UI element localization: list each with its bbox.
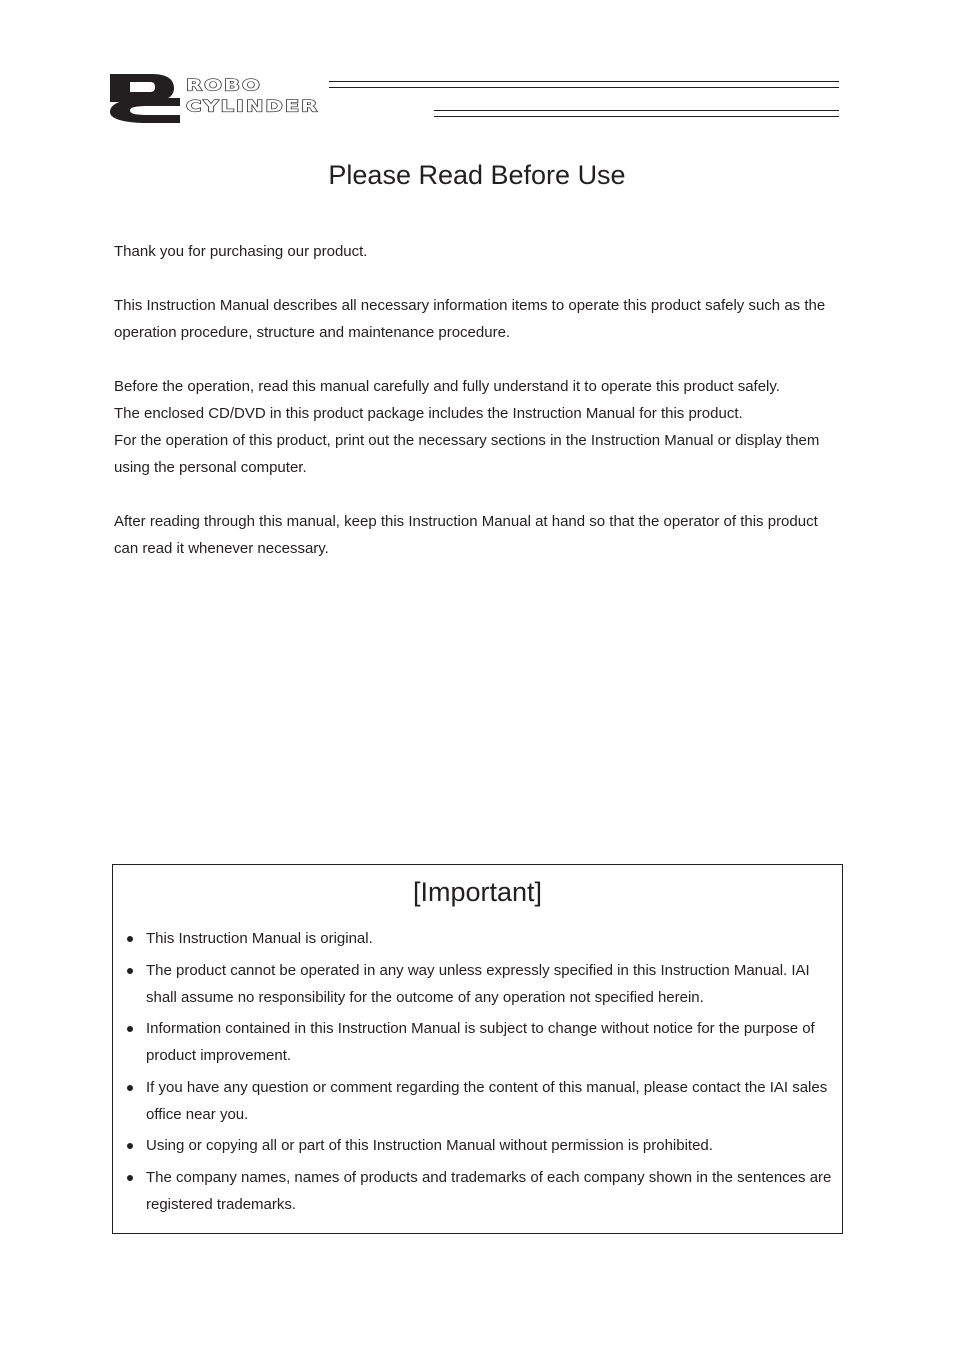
intro-enclosed-media: The enclosed CD/DVD in this product package includes the Instruction Manual for this product. [114,405,743,422]
important-item-text: The company names, names of products and trademarks of each company shown in the sentences are registered trademarks. [146,1168,832,1213]
bullet-icon [127,1175,133,1181]
page-title: Please Read Before Use [328,160,626,190]
important-item [127,1132,837,1159]
intro-print-out: For the operation of this product, print out the necessary sections in the Instruction Manual or display them using the personal computer. [114,432,820,476]
bullet-icon [127,936,133,942]
important-item [127,957,837,1011]
logo-word-robo: ROBO [186,75,262,95]
intro-operation-block [114,373,844,481]
bullet-icon [127,1026,133,1032]
robo-cylinder-logo [108,72,842,124]
important-item [127,925,837,952]
rc-monogram-icon [108,72,184,124]
important-item [127,1164,837,1218]
important-item-text: The product cannot be operated in any way unless expressly specified in this Instruction Manual. IAI shall assume no responsibility for the outcome of any operation not specified herein. [146,961,810,1006]
important-item [127,1015,837,1069]
important-notice-box [112,864,843,1234]
important-item [127,1074,837,1128]
intro-thanks: Thank you for purchasing our product. [114,243,368,260]
intro-section [114,238,844,589]
important-item-text: This Instruction Manual is original. [146,930,373,947]
bullet-icon [127,1085,133,1091]
intro-description: This Instruction Manual describes all necessary information items to operate this product safely such as the operation procedure, structure and maintenance procedure. [114,297,826,341]
header-rule-top [329,81,839,88]
intro-read-manual: Before the operation, read this manual carefully and fully understand it to operate this product safely. [114,378,780,395]
intro-keep-at-hand: After reading through this manual, keep this Instruction Manual at hand so that the operator of this product can read it whenever necessary. [114,513,818,557]
bullet-icon [127,1143,133,1149]
important-title: [Important] [412,877,543,907]
important-item-text: If you have any question or comment regarding the content of this manual, please contact the IAI sales office near you. [146,1078,828,1123]
bullet-icon [127,968,133,974]
important-list [127,925,837,1222]
important-item-text: Using or copying all or part of this Instruction Manual without permission is prohibited. [146,1137,713,1154]
important-item-text: Information contained in this Instruction Manual is subject to change without notice for the purpose of product improvement. [146,1020,815,1064]
logo-word-cylinder: CYLINDER [186,96,320,116]
header-rule-bottom [434,110,839,117]
